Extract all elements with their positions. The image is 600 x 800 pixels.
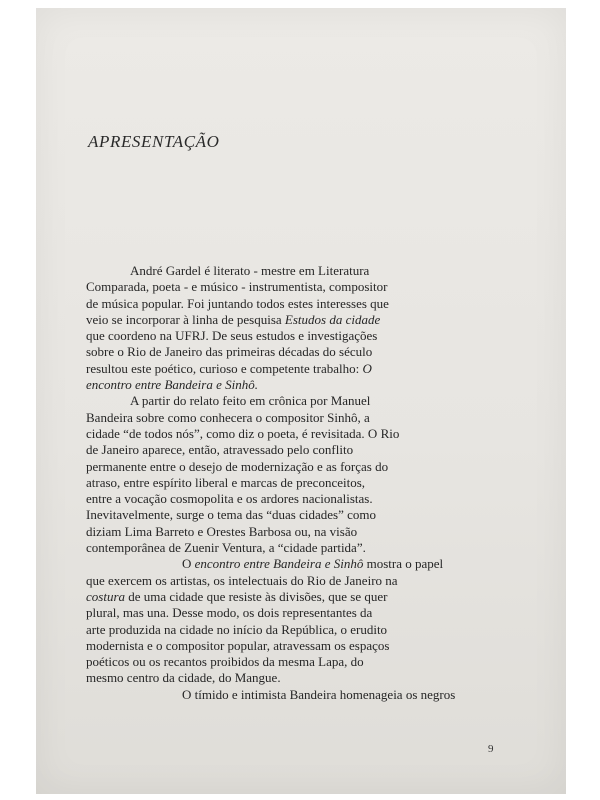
text-span: de uma cidade que resiste às divisões, que se quer	[125, 588, 388, 604]
text-line: mesmo centro da cidade, do Mangue.	[86, 670, 281, 686]
italic-word: costura	[86, 588, 125, 604]
text-line	[86, 556, 506, 572]
text-line: encontro entre Bandeira e Sinhô.	[86, 377, 258, 393]
text-line: Comparada, poeta - e músico - instrumentista, compositor	[86, 279, 388, 295]
text-line: plural, mas una. Desse modo, os dois representantes da	[86, 605, 373, 621]
text-line: cidade “de todos nós”, como diz o poeta, é revisitada. O Rio	[86, 425, 400, 441]
text-line: poéticos ou os recantos proibidos da mesma Lapa, do	[86, 654, 364, 670]
text-line: contemporânea de Zuenir Ventura, a “cidade partida”.	[86, 540, 366, 556]
text-line: entre a vocação cosmopolita e os ardores nacionalistas.	[86, 491, 373, 507]
italic-title: Estudos da cidade	[284, 311, 381, 327]
text-line: permanente entre o desejo de modernização e as forças do	[86, 458, 389, 474]
italic-title: encontro entre Bandeira e Sinhô	[194, 556, 364, 572]
text-line: de Janeiro aparece, então, atravessado pelo conflito	[86, 442, 354, 458]
text-line	[86, 361, 506, 377]
text-line: O tímido e intimista Bandeira homenageia os negros	[182, 686, 456, 702]
text-span: mostra o papel	[363, 556, 444, 572]
text-line: diziam Lima Barreto e Orestes Barbosa ou, na visão	[86, 523, 358, 539]
text-line: sobre o Rio de Janeiro das primeiras décadas do século	[86, 344, 373, 360]
italic-title: O	[362, 360, 372, 376]
text-line: que exercem os artistas, os intelectuais do Rio de Janeiro na	[86, 572, 398, 588]
text-line: de música popular. Foi juntando todos estes interesses que	[86, 295, 389, 311]
text-span: veio se incorporar à linha de pesquisa	[86, 311, 285, 327]
text-line: Bandeira sobre como conhecera o compositor Sinhô, a	[86, 409, 370, 425]
page-heading: APRESENTAÇÃO	[88, 132, 220, 151]
page-number: 9	[488, 743, 494, 755]
text-line: Inevitavelmente, surge o tema das “duas cidades” como	[86, 507, 376, 523]
text-line: André Gardel é literato - mestre em Literatura	[130, 263, 370, 278]
text-line: modernista e o compositor popular, atravessam os espaços	[86, 637, 390, 653]
text-line: que coordeno na UFRJ. De seus estudos e investigações	[86, 328, 378, 344]
book-page	[36, 8, 566, 794]
text-line: arte produzida na cidade no início da República, o erudito	[86, 621, 388, 637]
text-span: O	[182, 556, 195, 572]
text-line: A partir do relato feito em crônica por Manuel	[130, 393, 371, 409]
text-line	[86, 312, 506, 328]
text-line	[86, 589, 506, 605]
body-text	[86, 263, 506, 703]
text-span: resultou este poético, curioso e competente trabalho:	[86, 360, 363, 376]
text-line: atraso, entre espírito liberal e marcas de preconceitos,	[86, 474, 366, 490]
